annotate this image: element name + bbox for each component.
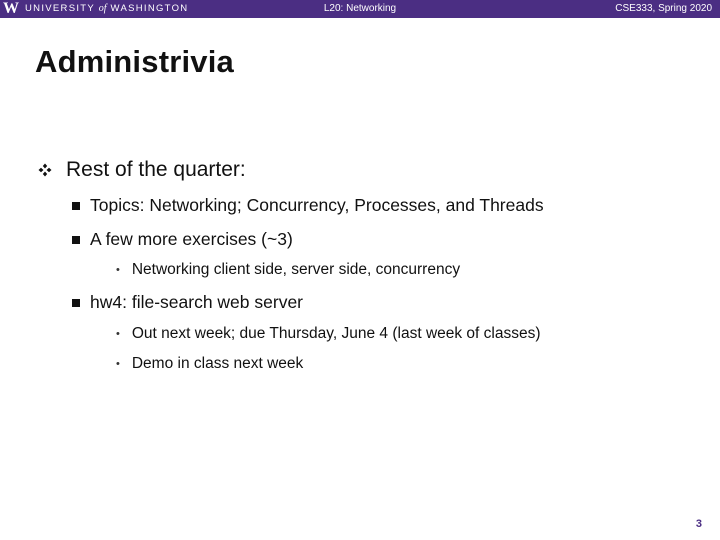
bullet-exercises-text: A few more exercises (~3): [90, 229, 293, 249]
course-label: CSE333, Spring 2020: [615, 3, 712, 14]
bullet-topics: [72, 195, 544, 216]
slide-title: Administrivia: [35, 44, 234, 79]
lecture-title: L20: Networking: [323, 3, 397, 14]
uw-w-logo-icon: W: [3, 0, 19, 17]
four-diamond-bullet-icon: [38, 163, 52, 177]
square-bullet-icon: [72, 202, 80, 210]
wordmark-university: UNIVERSITY: [25, 3, 95, 14]
slide-header-bar: [0, 0, 720, 18]
bullet-hw4-sub-1-text: Out next week; due Thursday, June 4 (last week of classes): [131, 325, 541, 342]
square-bullet-icon: [72, 299, 80, 307]
round-bullet-icon: •: [116, 327, 120, 340]
bullet-hw4: [72, 292, 303, 313]
bullet-hw4-sub-2-text: Demo in class next week: [131, 355, 304, 372]
bullet-hw4-sub-2: [116, 355, 303, 373]
bullet-level1-text: Rest of the quarter:: [66, 158, 246, 181]
bullet-exercises-sub: [116, 261, 460, 279]
bullet-level1: [38, 158, 246, 182]
wordmark-of: of: [98, 3, 107, 14]
page-number: 3: [695, 518, 702, 530]
square-bullet-icon: [72, 236, 80, 244]
bullet-exercises: [72, 229, 293, 250]
wordmark-washington: WASHINGTON: [110, 3, 189, 14]
round-bullet-icon: •: [116, 357, 120, 370]
bullet-hw4-sub-1: [116, 325, 541, 343]
bullet-hw4-text: hw4: file-search web server: [90, 292, 303, 312]
bullet-exercises-sub-text: Networking client side, server side, concurrency: [131, 261, 461, 278]
round-bullet-icon: •: [116, 263, 120, 276]
bullet-topics-text: Topics: Networking; Concurrency, Processes, and Threads: [90, 195, 544, 215]
